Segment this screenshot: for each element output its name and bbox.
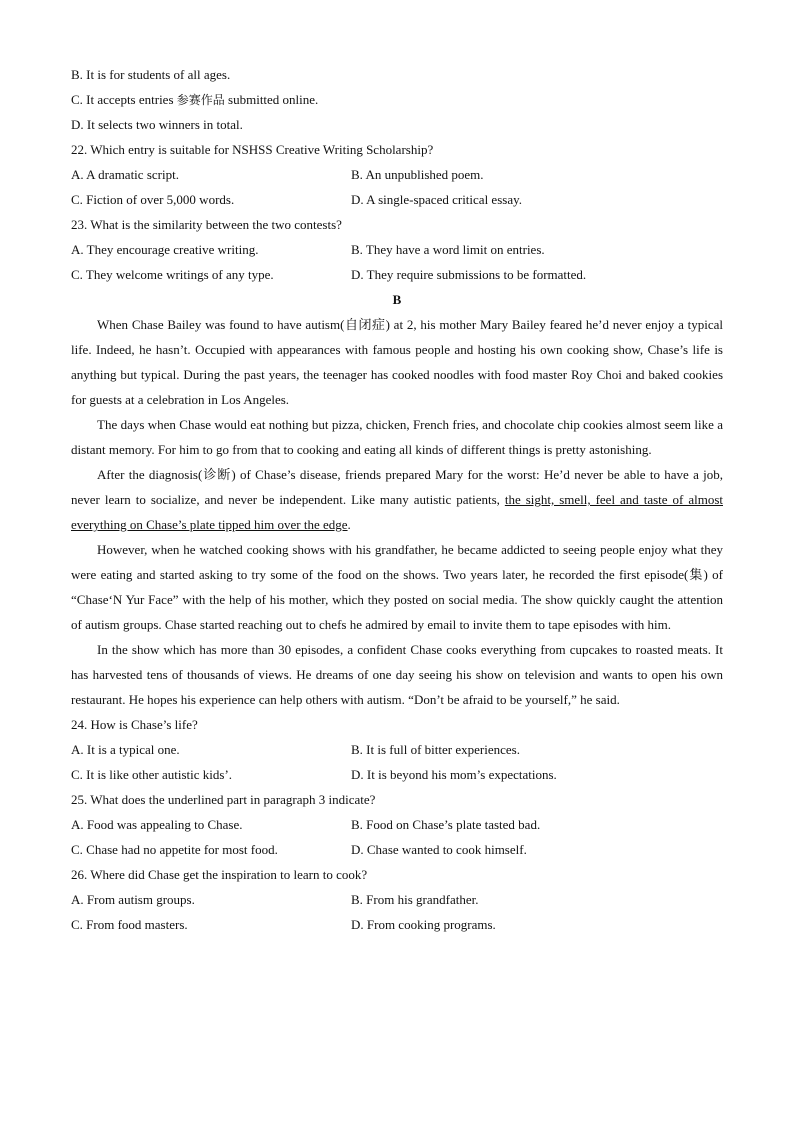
q24-option-d[interactable]: D. It is beyond his mom’s expectations.: [351, 767, 557, 782]
q26-option-b[interactable]: B. From his grandfather.: [351, 892, 479, 907]
q26-option-d[interactable]: D. From cooking programs.: [351, 917, 496, 932]
exam-page: [71, 62, 723, 937]
q22-option-c[interactable]: C. Fiction of over 5,000 words.: [71, 192, 235, 207]
prev-option-c-cjk: 参赛作品: [176, 93, 225, 107]
question-23: 23. What is the similarity between the two contests?: [71, 217, 342, 232]
question-24: 24. How is Chase’s life?: [71, 717, 198, 732]
question-26: 26. Where did Chase get the inspiration to learn to cook?: [71, 867, 368, 882]
passage-paragraph-3: [71, 462, 723, 537]
q26-option-c[interactable]: C. From food masters.: [71, 917, 188, 932]
q25-option-a[interactable]: A. Food was appealing to Chase.: [71, 817, 243, 832]
q25-option-d[interactable]: D. Chase wanted to cook himself.: [351, 842, 527, 857]
section-heading: B: [392, 292, 402, 307]
prev-option-b: B. It is for students of all ages.: [71, 67, 231, 82]
q22-option-d[interactable]: D. A single-spaced critical essay.: [351, 192, 522, 207]
q25-options-row-1: [71, 812, 723, 837]
q22-options-row-1: [71, 162, 723, 187]
q24-option-c[interactable]: C. It is like other autistic kids’.: [71, 767, 233, 782]
q23-option-a[interactable]: A. They encourage creative writing.: [71, 242, 259, 257]
q22-options-row-2: [71, 187, 723, 212]
q23-options-row-1: [71, 237, 723, 262]
paragraph-3-end: .: [347, 517, 351, 532]
q25-option-b[interactable]: B. Food on Chase’s plate tasted bad.: [351, 817, 541, 832]
q25-option-c[interactable]: C. Chase had no appetite for most food.: [71, 842, 278, 857]
prev-option-c-text: C. It accepts entries: [71, 92, 177, 107]
underlined-part: the sight, smell, feel and taste of almost everything on Chase’s plate tipped him over the edge: [71, 492, 723, 532]
q23-option-d[interactable]: D. They require submissions to be formatted.: [351, 267, 587, 282]
q23-option-c[interactable]: C. They welcome writings of any type.: [71, 267, 274, 282]
q22-option-a[interactable]: A. A dramatic script.: [71, 167, 179, 182]
prev-option-c-post: submitted online.: [224, 92, 319, 107]
q24-option-b[interactable]: B. It is full of bitter experiences.: [351, 742, 520, 757]
question-25: 25. What does the underlined part in paragraph 3 indicate?: [71, 792, 376, 807]
q26-options-row-1: [71, 887, 723, 912]
q25-options-row-2: [71, 837, 723, 862]
passage-paragraph-4: However, when he watched cooking shows with his grandfather, he became addicted to seeing people enjoy what they were eating and started asking to try some of the food on the shows. Two years later, he recorded the first episode(集) of “Chase‘N Yur Face” with the help of his mother, which they posted on social media. The show quickly caught the attention of autism groups. Chase started reaching out to chefs he admired by email to invite them to tape episodes with him.: [71, 542, 723, 632]
paragraph-3-text: After the diagnosis(诊断) of Chase’s disease, friends prepared Mary for the worst: He’d never be able to have a job, never learn to socialize, and never be independent. Like many autistic patients,: [71, 467, 723, 507]
q24-options-row-1: [71, 737, 723, 762]
prev-option-c: [71, 87, 723, 112]
passage-paragraph-2: The days when Chase would eat nothing but pizza, chicken, French fries, and chocolate chip cookies almost seem like a distant memory. For him to go from that to cooking and eating all kinds of different things is pretty astonishing.: [71, 417, 723, 457]
passage-paragraph-5: In the show which has more than 30 episodes, a confident Chase cooks everything from cupcakes to roasted meats. It has harvested tens of thousands of views. He dreams of one day seeing his show on television and wants to open his own restaurant. He hopes his experience can help others with autism. “Don’t be afraid to be yourself,” he said.: [71, 642, 723, 707]
q26-options-row-2: [71, 912, 723, 937]
q24-options-row-2: [71, 762, 723, 787]
q23-option-b[interactable]: B. They have a word limit on entries.: [351, 242, 545, 257]
prev-option-d: D. It selects two winners in total.: [71, 117, 243, 132]
question-22: 22. Which entry is suitable for NSHSS Creative Writing Scholarship?: [71, 142, 434, 157]
q26-option-a[interactable]: A. From autism groups.: [71, 892, 195, 907]
q22-option-b[interactable]: B. An unpublished poem.: [351, 167, 484, 182]
q24-option-a[interactable]: A. It is a typical one.: [71, 742, 180, 757]
passage-paragraph-1: When Chase Bailey was found to have autism(自闭症) at 2, his mother Mary Bailey feared he’d never enjoy a typical life. Indeed, he hasn’t. Occupied with appearances with famous people and hosting his own cooking show, Chase’s life is anything but typical. During the past years, the teenager has cooked noodles with food master Roy Choi and baked cookies for guests at a celebration in Los Angeles.: [71, 317, 723, 407]
q23-options-row-2: [71, 262, 723, 287]
